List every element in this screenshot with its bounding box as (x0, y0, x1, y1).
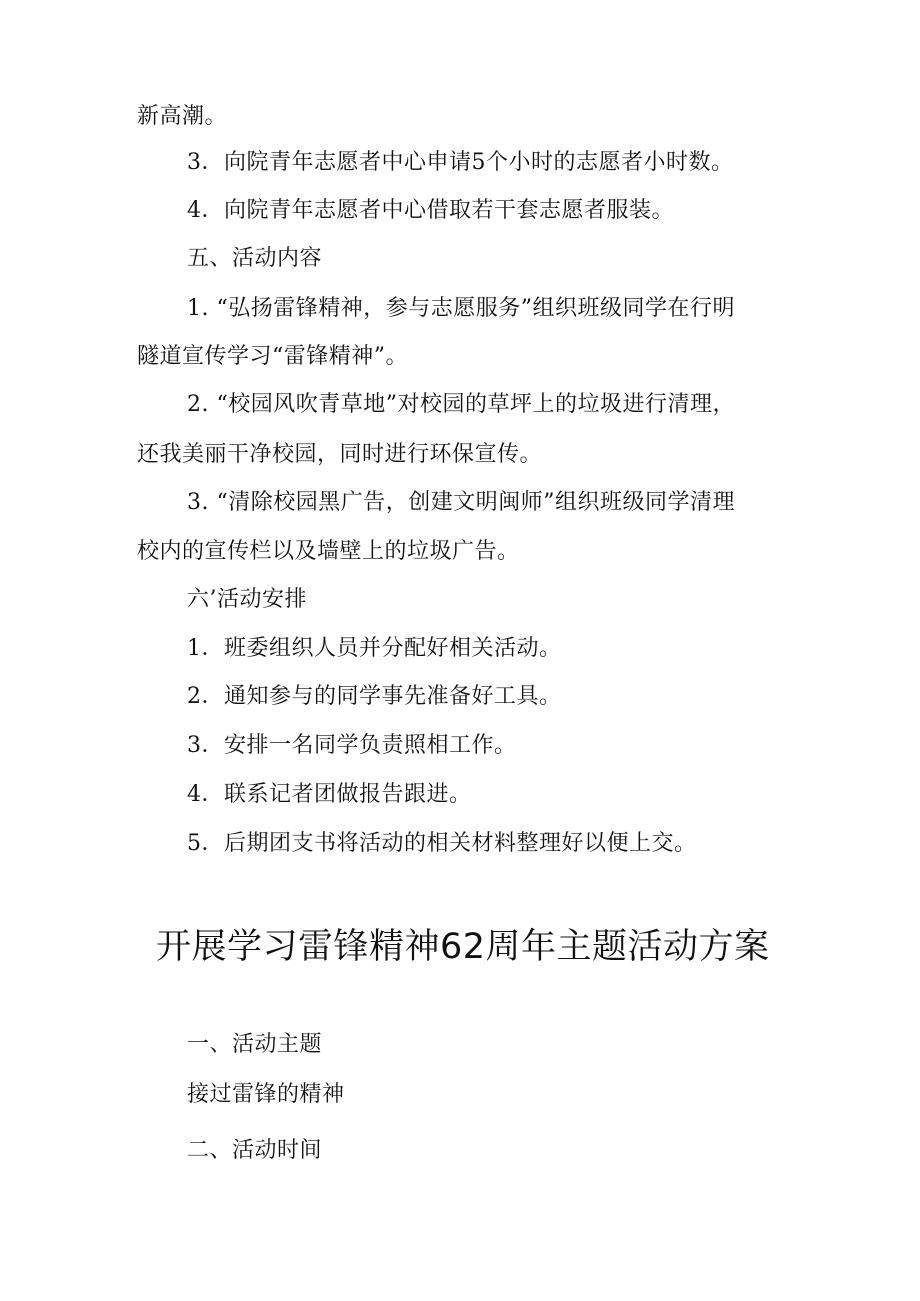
document-title: 开展学习雷锋精神62周年主题活动方案 (156, 927, 770, 967)
section-heading-content: 五、活动内容 (187, 246, 323, 271)
section-heading-time: 二、活动时间 (187, 1138, 323, 1163)
arrangement-item: 3．安排一名同学负责照相工作。 (187, 733, 517, 758)
list-item: 3．向院青年志愿者中心申请5个小时的志愿者小时数。 (187, 150, 734, 175)
section-heading-arrangement: 六’活动安排 (187, 587, 307, 612)
continued-paragraph-tail: 新高潮。 (137, 104, 228, 129)
arrangement-item: 1．班委组织人员并分配好相关活动。 (187, 636, 562, 661)
list-item: 4．向院青年志愿者中心借取若干套志愿者服装。 (187, 198, 674, 223)
theme-text: 接过雷锋的精神 (187, 1082, 345, 1107)
content-item-2-line1: 2. “校园风吹青草地”对校园的草坪上的垃圾进行清理， (187, 392, 735, 417)
content-item-2-line2: 还我美丽干净校园，同时进行环保宣传。 (137, 442, 543, 467)
content-item-3-line1: 3. “清除校园黑广告，创建文明闽师”组织班级同学清理 (187, 490, 735, 515)
content-item-1-line1: 1. “弘扬雷锋精神，参与志愿服务”组织班级同学在行明 (187, 296, 735, 321)
arrangement-item: 2．通知参与的同学事先准备好工具。 (187, 684, 562, 709)
arrangement-item: 5．后期团支书将活动的相关材料整理好以便上交。 (187, 831, 697, 856)
arrangement-item: 4．联系记者团做报告跟进。 (187, 782, 472, 807)
section-heading-theme: 一、活动主题 (187, 1032, 323, 1057)
content-item-3-line2: 校内的宣传栏以及墙壁上的垃圾广告。 (137, 539, 520, 564)
content-item-1-line2: 隧道宣传学习“雷锋精神”。 (137, 344, 408, 369)
